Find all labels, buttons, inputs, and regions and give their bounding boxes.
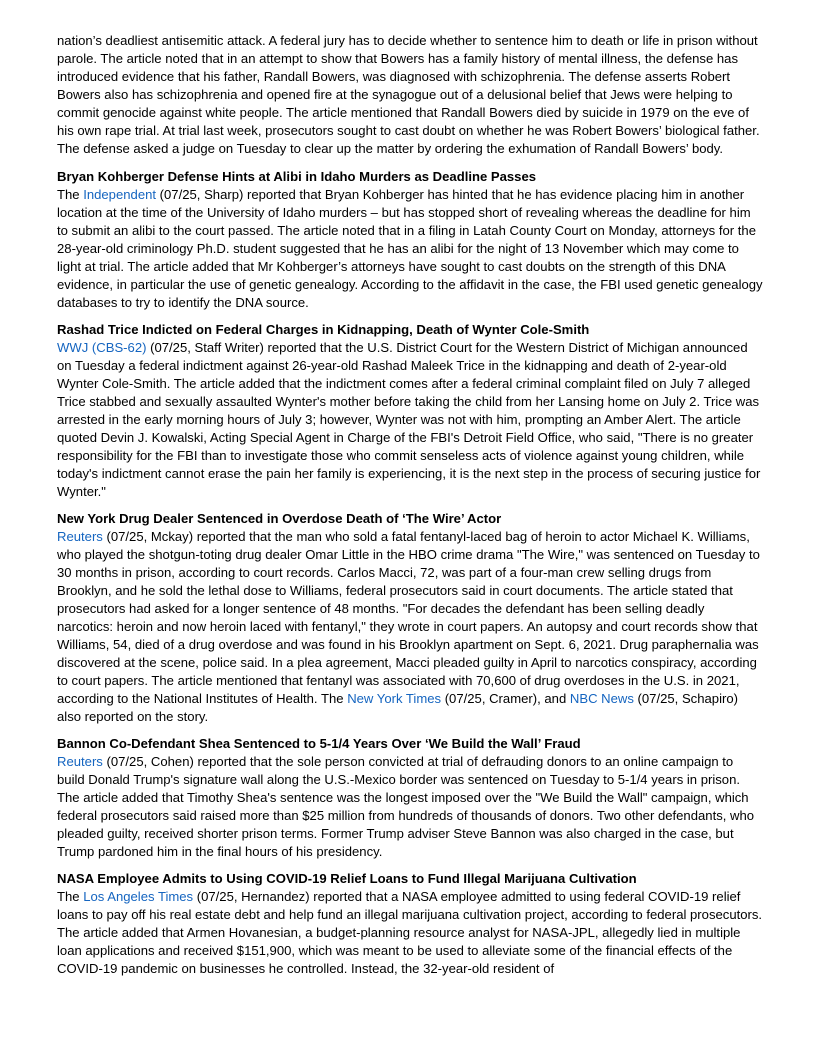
document-page <box>57 32 763 987</box>
article-headline: NASA Employee Admits to Using COVID-19 Relief Loans to Fund Illegal Marijuana Cultivation <box>57 871 637 886</box>
article-shea <box>57 735 763 861</box>
article-headline: New York Drug Dealer Sentenced in Overdose Death of ‘The Wire’ Actor <box>57 511 502 526</box>
source-link-wwj[interactable]: WWJ (CBS-62) <box>57 340 147 355</box>
source-link-reuters[interactable]: Reuters <box>57 529 103 544</box>
article-lead-text: The <box>57 187 84 202</box>
article-body-text: (07/25, Mckay) reported that the man who sold a fatal fentanyl-laced bag of heroin to actor Michael K. Williams, who played the shotgun-toting drug dealer Omar Little in the HBO crime drama "The Wire," was sentenced on Tuesday to 30 months in prison, according to court records. Carlos Macci, 72, was part of a four-man crew selling drugs from Brooklyn, and he sold the lethal dose to Williams, federal prosecutors said in court documents. The article stated that prosecutors had asked for a longer sentence of 48 months. "For decades the defendant has been selling deadly narcotics: heroin and now heroin laced with fentanyl," they wrote in court papers. An autopsy and court records show that Williams, 54, died of a drug overdose and was found in his Brooklyn apartment on Sept. 6, 2021. Drug paraphernalia was discovered at the scene, police said. In a plea agreement, Macci pleaded guilty in April to narcotics conspiracy, according to court papers. The article mentioned that fentanyl was associated with 70,600 of drug overdoses in the U.S. in 2021, according to the National Institutes of Health. The <box>57 529 760 706</box>
article-trice <box>57 321 763 501</box>
source-link-independent[interactable]: Independent <box>83 187 157 202</box>
article-body-text: (07/25, Staff Writer) reported that the U.S. District Court for the Western District of Michigan announced on Tuesday a federal indictment against 26-year-old Rashad Maleek Trice in the kidnapping and death of 2-year-old Wynter Cole-Smith. The article added that the indictment comes after a federal criminal complaint filed on July 7 alleged Trice stabbed and sexually assaulted Wynter's mother before taking the child from her Lansing home on July 2. Trice was arrested in the early morning hours of July 3; however, Wynter was not with him, prompting an Amber Alert. The article quoted Devin J. Kowalski, Acting Special Agent in Charge of the FBI's Detroit Field Office, who said, "There is no greater responsibility for the FBI than to investigate those who commit senseless acts of violence against young children, while today's indictment cannot erase the pain her family is experiencing, it is the next step in the process of securing justice for Wynter." <box>57 340 761 499</box>
article-body-text: (07/25, Cohen) reported that the sole person convicted at trial of defrauding donors to an online campaign to build Donald Trump's signature wall along the U.S.-Mexico border was sentenced on Tuesday to 5-1/4 years in prison. The article added that Timothy Shea's sentence was the longest imposed over the "We Build the Wall" campaign, which federal prosecutors said raised more than $25 million from hundreds of thousands of donors. Two other defendants, who pleaded guilty, received shorter prison terms. Former Trump adviser Steve Bannon was also charged in the case, but Trump pardoned him in the final hours of his presidency. <box>57 754 755 859</box>
article-body <box>57 339 763 501</box>
article-nasa <box>57 870 763 978</box>
article-body-text: (07/25, Cramer), and <box>441 691 570 706</box>
source-link-nbc-news[interactable]: NBC News <box>569 691 634 706</box>
article-body-text: (07/25, Schapiro) also reported on the story. <box>57 691 738 724</box>
article-macci <box>57 510 763 726</box>
intro-paragraph: nation’s deadliest antisemitic attack. A federal jury has to decide whether to sentence him to death or life in prison without parole. The article noted that in an attempt to show that Bowers has a family history of mental illness, the defense has introduced evidence that his father, Randall Bowers, was diagnosed with schizophrenia. The defense asserts Robert Bowers also has schizophrenia and opened fire at the synagogue out of a delusional belief that Jews were helping to commit genocide against white people. The article mentioned that Randall Bowers died by suicide in 1979 on the eve of his own rape trial. At trial last week, prosecutors sought to cast doubt on whether he was Robert Bowers’ biological father. The defense asked a judge on Tuesday to clear up the matter by ordering the exhumation of Randall Bowers’ body. <box>57 33 760 156</box>
article-body <box>57 888 763 978</box>
article-lead-text: The <box>57 889 84 904</box>
article-headline: Bannon Co-Defendant Shea Sentenced to 5-1/4 Years Over ‘We Build the Wall’ Fraud <box>57 736 581 751</box>
article-body <box>57 186 763 312</box>
article-body <box>57 528 763 726</box>
article-kohberger <box>57 168 763 312</box>
article-headline: Bryan Kohberger Defense Hints at Alibi in Idaho Murders as Deadline Passes <box>57 169 537 184</box>
article-headline: Rashad Trice Indicted on Federal Charges in Kidnapping, Death of Wynter Cole-Smith <box>57 322 590 337</box>
source-link-new-york-times[interactable]: New York Times <box>347 691 442 706</box>
article-body-text: (07/25, Hernandez) reported that a NASA employee admitted to using federal COVID-19 relief loans to pay off his real estate debt and help fund an illegal marijuana cultivation project, according to federal prosecutors. The article added that Armen Hovanesian, a budget-planning resource analyst for NASA-JPL, allegedly lied in multiple loan applications and received $151,900, which was meant to be used to alleviate some of the financial effects of the COVID-19 pandemic on businesses he controlled. Instead, the 32-year-old resident of <box>57 889 763 976</box>
source-link-los-angeles-times[interactable]: Los Angeles Times <box>83 889 194 904</box>
source-link-reuters[interactable]: Reuters <box>57 754 103 769</box>
article-body <box>57 753 763 861</box>
article-body-text: (07/25, Sharp) reported that Bryan Kohberger has hinted that he has evidence placing him in another location at the time of the University of Idaho murders – but has stopped short of revealing whereas the deadline for him to submit an alibi to the court passed. The article noted that in a filing in Latah County Court on Monday, attorneys for the 28-year-old criminology Ph.D. student suggested that he has an alibi for the night of 13 November which may come to light at trial. The article added that Mr Kohberger’s attorneys have sought to cast doubts on the strength of this DNA evidence, in particular the use of genetic genealogy. According to the affidavit in the case, the FBI used genetic genealogy databases to try to identify the DNA source. <box>57 187 763 310</box>
